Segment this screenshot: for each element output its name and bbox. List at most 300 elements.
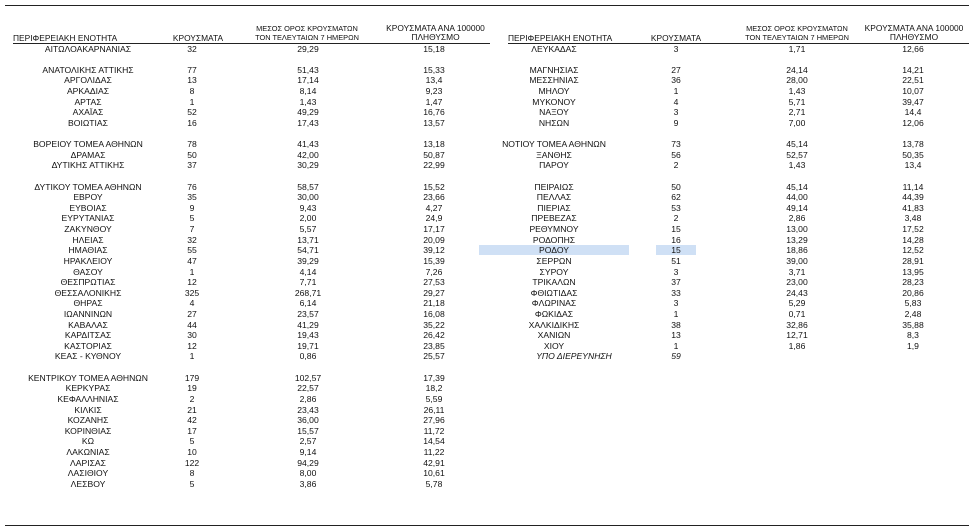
left-cell-per100k: 11,72 (423, 425, 445, 436)
right-cell-region: ΧΑΛΚΙΔΙΚΗΣ (528, 319, 580, 330)
left-cell-avg7: 3,86 (299, 478, 317, 489)
left-cell-per100k: 13,4 (425, 75, 443, 86)
left-cell-avg7: 13,71 (297, 234, 319, 245)
right-cell-region: ΡΟΔΟΠΗΣ (532, 234, 576, 245)
right-table-row (0, 235, 974, 245)
right-cell-per100k: 14,28 (902, 234, 924, 245)
right-cell-region: ΣΥΡΟΥ (539, 266, 569, 277)
left-cell-region: ΔΥΤΙΚΗΣ ΑΤΤΙΚΗΣ (51, 160, 125, 171)
right-table-row (0, 118, 974, 128)
left-cell-avg7: 268,71 (294, 287, 322, 298)
right-cell-region: ΜΗΛΟΥ (538, 85, 570, 96)
left-cell-region: ΕΥΡΥΤΑΝΙΑΣ (61, 213, 115, 224)
right-cell-cases: 38 (671, 319, 681, 330)
left-cell-region: ΚΟΡΙΝΘΙΑΣ (64, 425, 112, 436)
left-cell-avg7: 0,86 (299, 351, 317, 362)
left-cell-per100k: 7,26 (425, 266, 443, 277)
right-cell-per100k: 13,78 (902, 139, 924, 150)
left-cell-avg7: 19,71 (297, 340, 319, 351)
left-cell-cases: 76 (187, 181, 197, 192)
right-table-row (0, 256, 974, 266)
left-table-row (0, 405, 974, 415)
right-table-row (0, 86, 974, 96)
left-cell-cases: 5 (189, 213, 195, 224)
right-cell-avg7: 28,00 (786, 75, 808, 86)
right-cell-avg7: 7,00 (788, 117, 806, 128)
right-table-row (0, 320, 974, 330)
right-table-row (0, 224, 974, 234)
left-cell-region: ΚΑΣΤΟΡΙΑΣ (64, 340, 112, 351)
left-table-row (0, 415, 974, 425)
left-cell-per100k: 26,11 (423, 404, 445, 415)
left-cell-region: ΑΡΤΑΣ (74, 96, 102, 107)
right-header-avg7: ΜΕΣΟΣ ΟΡΟΣ ΚΡΟΥΣΜΑΤΩΝ ΤΟΝ ΤΕΛΕΥΤΑΙΩΝ 7 ΗΜΕΡΩΝ (745, 24, 849, 42)
right-cell-avg7: 44,00 (786, 192, 808, 203)
right-cell-region: ΡΕΘΥΜΝΟΥ (529, 224, 579, 235)
right-cell-avg7: 1,86 (788, 340, 806, 351)
right-table-row (0, 192, 974, 202)
left-cell-cases: 1 (189, 266, 195, 277)
right-cell-avg7: 2,71 (788, 107, 806, 118)
right-cell-avg7: 39,00 (786, 255, 808, 266)
left-cell-region: ΚΕΝΤΡΙΚΟΥ ΤΟΜΕΑ ΑΘΗΝΩΝ (28, 372, 148, 383)
left-cell-per100k: 21,18 (423, 298, 445, 309)
right-cell-region: ΠΙΕΡΙΑΣ (537, 202, 571, 213)
left-cell-cases: 17 (187, 425, 197, 436)
left-cell-per100k: 27,53 (423, 277, 445, 288)
left-cell-cases: 35 (187, 192, 197, 203)
right-cell-cases: 56 (671, 149, 681, 160)
left-cell-avg7: 15,57 (297, 425, 319, 436)
right-table-row (0, 298, 974, 308)
right-cell-avg7: 1,43 (788, 160, 806, 171)
right-cell-per100k: 35,88 (902, 319, 924, 330)
right-cell-avg7: 1,71 (788, 43, 806, 54)
left-cell-per100k: 18,2 (425, 383, 443, 394)
right-cell-per100k: 2,48 (904, 309, 922, 319)
left-cell-avg7: 8,14 (299, 85, 317, 96)
right-cell-avg7: 5,71 (788, 96, 806, 107)
right-cell-region: ΧΑΝΙΩΝ (537, 330, 571, 341)
right-cell-cases: 2 (673, 213, 679, 224)
left-cell-avg7: 2,86 (299, 393, 317, 404)
left-cell-region: ΘΕΣΣΑΛΟΝΙΚΗΣ (54, 287, 122, 298)
left-cell-region: ΚΕΦΑΛΛΗΝΙΑΣ (57, 393, 119, 404)
left-cell-region: ΚΩ (81, 436, 95, 447)
left-cell-region: ΛΕΣΒΟΥ (70, 478, 106, 489)
right-cell-per100k: 44,39 (902, 192, 924, 203)
right-cell-per100k: 20,86 (902, 287, 924, 298)
left-cell-avg7: 19,43 (297, 330, 319, 341)
left-cell-cases: 42 (187, 415, 197, 426)
left-cell-region: ΒΟΡΕΙΟΥ ΤΟΜΕΑ ΑΘΗΝΩΝ (33, 139, 143, 150)
left-cell-per100k: 15,52 (423, 181, 445, 192)
left-cell-per100k: 4,27 (425, 202, 443, 213)
left-cell-cases: 13 (187, 75, 197, 86)
left-cell-avg7: 1,43 (299, 96, 317, 107)
right-cell-per100k: 13,95 (902, 266, 924, 277)
right-cell-per100k: 41,83 (902, 202, 924, 213)
left-cell-per100k: 9,23 (425, 85, 443, 96)
left-cell-cases: 1 (189, 96, 195, 107)
left-cell-avg7: 23,57 (297, 309, 319, 319)
left-cell-region: ΚΑΒΑΛΑΣ (68, 319, 108, 330)
left-cell-avg7: 41,29 (297, 319, 319, 330)
right-table-row (0, 182, 974, 192)
left-table-row (0, 426, 974, 436)
left-cell-region: ΗΡΑΚΛΕΙΟΥ (63, 255, 113, 266)
right-cell-region: ΧΙΟΥ (543, 340, 565, 351)
right-cell-per100k: 11,14 (902, 181, 924, 192)
left-cell-cases: 5 (189, 478, 195, 489)
right-table-row (0, 351, 974, 361)
right-table-row (0, 213, 974, 223)
right-cell-region: ΜΥΚΟΝΟΥ (532, 96, 576, 107)
right-cell-cases: 4 (673, 96, 679, 107)
right-cell-avg7: 45,14 (786, 139, 808, 150)
left-cell-per100k: 42,91 (423, 457, 445, 468)
left-cell-avg7: 42,00 (297, 149, 319, 160)
right-table-row (0, 44, 974, 54)
left-cell-avg7: 41,43 (297, 139, 319, 150)
left-cell-avg7: 49,29 (297, 107, 319, 118)
right-cell-per100k: 14,21 (902, 64, 924, 75)
right-cell-per100k: 12,52 (902, 245, 924, 256)
left-cell-per100k: 16,08 (423, 309, 445, 319)
left-cell-avg7: 54,71 (297, 245, 319, 256)
left-cell-cases: 12 (187, 277, 197, 288)
right-table-row (0, 277, 974, 287)
left-header-per100k: ΚΡΟΥΣΜΑΤΑ ΑΝΑ 100000 ΠΛΗΘΥΣΜΟ (386, 23, 485, 43)
left-cell-cases: 8 (189, 468, 195, 479)
right-cell-cases: 13 (671, 330, 681, 341)
right-cell-cases: 51 (671, 255, 681, 266)
left-cell-cases: 78 (187, 139, 197, 150)
left-cell-per100k: 14,54 (423, 436, 445, 447)
right-cell-avg7: 1,43 (788, 85, 806, 96)
left-cell-per100k: 25,57 (423, 351, 445, 362)
left-cell-avg7: 6,14 (299, 298, 317, 309)
left-cell-avg7: 9,14 (299, 447, 317, 458)
left-cell-region: ΑΝΑΤΟΛΙΚΗΣ ΑΤΤΙΚΗΣ (42, 64, 134, 75)
right-cell-cases: 16 (671, 234, 681, 245)
right-cell-region: ΠΑΡΟΥ (539, 160, 569, 171)
left-cell-avg7: 4,14 (299, 266, 317, 277)
right-table-row (0, 160, 974, 170)
right-cell-per100k: 13,4 (904, 160, 922, 171)
right-cell-cases: 53 (671, 202, 681, 213)
left-cell-cases: 9 (189, 202, 195, 213)
right-cell-per100k: 14,4 (904, 107, 922, 118)
left-cell-per100k: 24,9 (425, 213, 443, 224)
left-cell-region: ΔΥΤΙΚΟΥ ΤΟΜΕΑ ΑΘΗΝΩΝ (34, 181, 142, 192)
left-cell-per100k: 13,57 (423, 117, 445, 128)
left-cell-cases: 4 (189, 298, 195, 309)
right-table-row (0, 203, 974, 213)
right-cell-cases: 3 (673, 43, 679, 54)
left-cell-region: ΑΧΑΪΑΣ (72, 107, 104, 118)
left-cell-avg7: 36,00 (297, 415, 319, 426)
right-cell-cases: 50 (671, 181, 681, 192)
left-cell-region: ΔΡΑΜΑΣ (70, 149, 106, 160)
left-cell-avg7: 58,57 (297, 181, 319, 192)
right-cell-region: ΛΕΥΚΑΔΑΣ (531, 43, 577, 54)
left-cell-per100k: 23,85 (423, 340, 445, 351)
right-cell-avg7: 23,00 (786, 277, 808, 288)
left-cell-cases: 325 (184, 287, 200, 298)
left-cell-cases: 77 (187, 64, 197, 75)
right-cell-cases: 73 (671, 139, 681, 150)
left-cell-avg7: 22,57 (297, 383, 319, 394)
right-cell-region: ΤΡΙΚΑΛΩΝ (532, 277, 576, 288)
left-cell-region: ΖΑΚΥΝΘΟΥ (64, 224, 112, 235)
left-cell-region: ΑΡΓΟΛΙΔΑΣ (64, 75, 112, 86)
left-cell-region: ΘΕΣΠΡΩΤΙΑΣ (60, 277, 116, 288)
left-cell-per100k: 39,12 (423, 245, 445, 256)
left-cell-region: ΚΕΡΚΥΡΑΣ (65, 383, 111, 394)
left-cell-per100k: 20,09 (423, 234, 445, 245)
left-cell-per100k: 22,99 (423, 160, 445, 171)
right-table-row (0, 288, 974, 298)
right-table-row (0, 267, 974, 277)
right-table-row (0, 330, 974, 340)
left-cell-region: ΑΡΚΑΔΙΑΣ (66, 85, 110, 96)
right-cell-cases: 1 (673, 340, 679, 351)
left-cell-per100k: 5,59 (425, 393, 443, 404)
left-cell-cases: 37 (187, 160, 197, 171)
left-cell-per100k: 1,47 (425, 96, 443, 107)
right-table-row (0, 65, 974, 75)
left-table-row (0, 383, 974, 393)
right-cell-per100k: 5,83 (904, 298, 922, 309)
right-table-row (0, 341, 974, 351)
left-cell-region: ΚΙΛΚΙΣ (74, 404, 102, 415)
right-cell-cases: 3 (673, 298, 679, 309)
left-cell-region: ΚΟΖΑΝΗΣ (67, 415, 109, 426)
left-cell-cases: 8 (189, 85, 195, 96)
right-cell-cases: 15 (656, 245, 696, 255)
left-cell-cases: 52 (187, 107, 197, 118)
left-cell-per100k: 26,42 (423, 330, 445, 341)
right-cell-avg7: 13,00 (786, 224, 808, 235)
right-header-cases: ΚΡΟΥΣΜΑΤΑ (650, 33, 702, 43)
right-cell-avg7: 52,57 (786, 149, 808, 160)
left-cell-avg7: 5,57 (299, 224, 317, 235)
right-cell-per100k: 1,9 (907, 340, 919, 351)
left-cell-per100k: 15,18 (423, 43, 445, 54)
right-cell-avg7: 0,71 (788, 309, 806, 319)
left-cell-per100k: 5,78 (425, 478, 443, 489)
left-cell-region: ΙΩΑΝΝΙΝΩΝ (63, 309, 113, 319)
right-cell-avg7: 49,14 (786, 202, 808, 213)
right-cell-cases: 33 (671, 287, 681, 298)
left-cell-region: ΛΑΡΙΣΑΣ (70, 457, 106, 468)
left-cell-cases: 32 (187, 234, 197, 245)
left-cell-avg7: 2,57 (299, 436, 317, 447)
right-cell-region: ΥΠΟ ΔΙΕΡΕΥΝΗΣΗ (536, 351, 612, 362)
left-cell-per100k: 10,61 (423, 468, 445, 479)
left-cell-cases: 27 (187, 309, 197, 319)
right-cell-per100k: 50,35 (902, 149, 924, 160)
left-cell-cases: 50 (187, 149, 197, 160)
right-cell-per100k: 12,66 (902, 43, 924, 54)
right-table-row (0, 107, 974, 117)
left-table-row (0, 447, 974, 457)
left-cell-avg7: 51,43 (297, 64, 319, 75)
right-cell-avg7: 5,29 (788, 298, 806, 309)
left-cell-avg7: 39,29 (297, 255, 319, 266)
right-cell-region: ΜΑΓΝΗΣΙΑΣ (529, 64, 579, 75)
right-cell-region: ΡΟΔΟΥ (479, 245, 629, 255)
left-cell-region: ΘΗΡΑΣ (73, 298, 103, 309)
left-cell-avg7: 9,43 (299, 202, 317, 213)
left-cell-avg7: 23,43 (297, 404, 319, 415)
left-cell-per100k: 35,22 (423, 319, 445, 330)
left-cell-cases: 122 (184, 457, 200, 468)
left-cell-avg7: 94,29 (297, 457, 319, 468)
left-cell-per100k: 17,39 (423, 372, 445, 383)
left-table-row (0, 468, 974, 478)
right-cell-cases: 62 (671, 192, 681, 203)
left-table-row (0, 394, 974, 404)
right-cell-region: ΝΟΤΙΟΥ ΤΟΜΕΑ ΑΘΗΝΩΝ (502, 139, 606, 150)
left-cell-per100k: 17,17 (423, 224, 445, 235)
right-cell-cases: 3 (673, 107, 679, 118)
left-cell-avg7: 8,00 (299, 468, 317, 479)
left-cell-region: ΒΟΙΩΤΙΑΣ (68, 117, 108, 128)
left-cell-cases: 12 (187, 340, 197, 351)
right-cell-per100k: 12,06 (902, 117, 924, 128)
right-cell-per100k: 10,07 (902, 85, 924, 96)
left-table-row (0, 436, 974, 446)
right-cell-cases: 9 (673, 117, 679, 128)
left-header-avg7: ΜΕΣΟΣ ΟΡΟΣ ΚΡΟΥΣΜΑΤΩΝ ΤΟΝ ΤΕΛΕΥΤΑΙΩΝ 7 ΗΜΕΡΩΝ (255, 24, 359, 42)
right-cell-avg7: 18,86 (786, 245, 808, 256)
right-cell-cases: 15 (671, 224, 681, 235)
right-cell-per100k: 39,47 (902, 96, 924, 107)
left-cell-cases: 7 (189, 224, 195, 235)
right-cell-avg7: 3,71 (788, 266, 806, 277)
left-cell-cases: 179 (184, 372, 200, 383)
left-cell-avg7: 30,00 (297, 192, 319, 203)
right-cell-region: ΠΕΛΛΑΣ (536, 192, 572, 203)
right-cell-cases: 1 (673, 309, 679, 319)
left-cell-cases: 21 (187, 404, 197, 415)
left-table-row (0, 373, 974, 383)
left-cell-avg7: 29,29 (297, 43, 319, 54)
right-cell-avg7: 24,43 (786, 287, 808, 298)
right-table-row (0, 97, 974, 107)
left-cell-region: ΘΑΣΟΥ (73, 266, 103, 277)
right-cell-per100k: 22,51 (902, 75, 924, 86)
left-cell-region: ΑΙΤΩΛΟΑΚΑΡΝΑΝΙΑΣ (44, 43, 132, 54)
right-cell-cases: 27 (671, 64, 681, 75)
right-cell-avg7: 2,86 (788, 213, 806, 224)
left-cell-region: ΕΒΡΟΥ (73, 192, 103, 203)
left-header-region: ΠΕΡΙΦΕΡΕΙΑΚΗ ΕΝΟΤΗΤΑ (13, 33, 118, 43)
left-cell-per100k: 50,87 (423, 149, 445, 160)
left-cell-cases: 16 (187, 117, 197, 128)
left-cell-cases: 44 (187, 319, 197, 330)
left-cell-avg7: 17,14 (297, 75, 319, 86)
right-cell-per100k: 8,3 (907, 330, 919, 341)
left-cell-cases: 5 (189, 436, 195, 447)
left-table-row (0, 458, 974, 468)
right-cell-avg7: 32,86 (786, 319, 808, 330)
left-cell-region: ΗΜΑΘΙΑΣ (68, 245, 108, 256)
left-cell-avg7: 30,29 (297, 160, 319, 171)
left-cell-region: ΕΥΒΟΙΑΣ (69, 202, 107, 213)
right-cell-region: ΜΕΣΣΗΝΙΑΣ (529, 75, 579, 86)
right-cell-region: ΦΛΩΡΙΝΑΣ (531, 298, 577, 309)
left-cell-per100k: 11,22 (423, 447, 445, 458)
right-table-row (0, 75, 974, 85)
right-cell-region: ΝΗΣΩΝ (538, 117, 570, 128)
right-cell-region: ΠΕΙΡΑΙΩΣ (534, 181, 574, 192)
left-cell-region: ΚΑΡΔΙΤΣΑΣ (64, 330, 112, 341)
right-cell-avg7: 24,14 (786, 64, 808, 75)
right-table-row (0, 245, 974, 255)
right-table-row (0, 309, 974, 319)
right-cell-avg7: 12,71 (786, 330, 808, 341)
right-cell-region: ΝΑΞΟΥ (539, 107, 569, 118)
right-header-region: ΠΕΡΙΦΕΡΕΙΑΚΗ ΕΝΟΤΗΤΑ (508, 33, 613, 43)
left-cell-cases: 55 (187, 245, 197, 256)
left-cell-per100k: 29,27 (423, 287, 445, 298)
right-cell-region: ΞΑΝΘΗΣ (536, 149, 572, 160)
left-cell-cases: 32 (187, 43, 197, 54)
left-cell-avg7: 102,57 (294, 372, 322, 383)
right-cell-avg7: 13,29 (786, 234, 808, 245)
left-cell-region: ΚΕΑΣ - ΚΥΘΝΟΥ (54, 351, 122, 362)
left-cell-region: ΛΑΚΩΝΙΑΣ (66, 447, 110, 458)
left-cell-cases: 10 (187, 447, 197, 458)
right-cell-avg7: 45,14 (786, 181, 808, 192)
left-cell-per100k: 15,39 (423, 255, 445, 266)
left-cell-cases: 2 (189, 393, 195, 404)
right-cell-per100k: 3,48 (904, 213, 922, 224)
right-table-row (0, 150, 974, 160)
right-cell-per100k: 17,52 (902, 224, 924, 235)
right-cell-per100k: 28,91 (902, 255, 924, 266)
left-cell-avg7: 7,71 (299, 277, 317, 288)
left-cell-avg7: 2,00 (299, 213, 317, 224)
left-cell-per100k: 27,96 (423, 415, 445, 426)
left-cell-per100k: 15,33 (423, 64, 445, 75)
right-cell-cases: 59 (671, 351, 681, 362)
right-cell-cases: 36 (671, 75, 681, 86)
left-cell-per100k: 13,18 (423, 139, 445, 150)
right-cell-cases: 3 (673, 266, 679, 277)
left-table-row (0, 479, 974, 489)
right-cell-per100k: 28,23 (902, 277, 924, 288)
left-cell-cases: 1 (189, 351, 195, 362)
left-cell-per100k: 23,66 (423, 192, 445, 203)
right-cell-cases: 1 (673, 85, 679, 96)
right-header-per100k: ΚΡΟΥΣΜΑΤΑ ΑΝΑ 100000 ΠΛΗΘΥΣΜΟ (864, 23, 964, 43)
right-cell-region: ΦΘΙΩΤΙΔΑΣ (530, 287, 578, 298)
left-cell-avg7: 17,43 (297, 117, 319, 128)
left-header-cases: ΚΡΟΥΣΜΑΤΑ (172, 33, 224, 43)
right-cell-region: ΠΡΕΒΕΖΑΣ (531, 213, 577, 224)
right-cell-region: ΣΕΡΡΩΝ (536, 255, 572, 266)
left-cell-per100k: 16,76 (423, 107, 445, 118)
left-cell-cases: 19 (187, 383, 197, 394)
left-cell-region: ΛΑΣΙΘΙΟΥ (67, 468, 109, 479)
left-cell-cases: 30 (187, 330, 197, 341)
right-cell-cases: 37 (671, 277, 681, 288)
left-cell-region: ΗΛΕΙΑΣ (72, 234, 104, 245)
